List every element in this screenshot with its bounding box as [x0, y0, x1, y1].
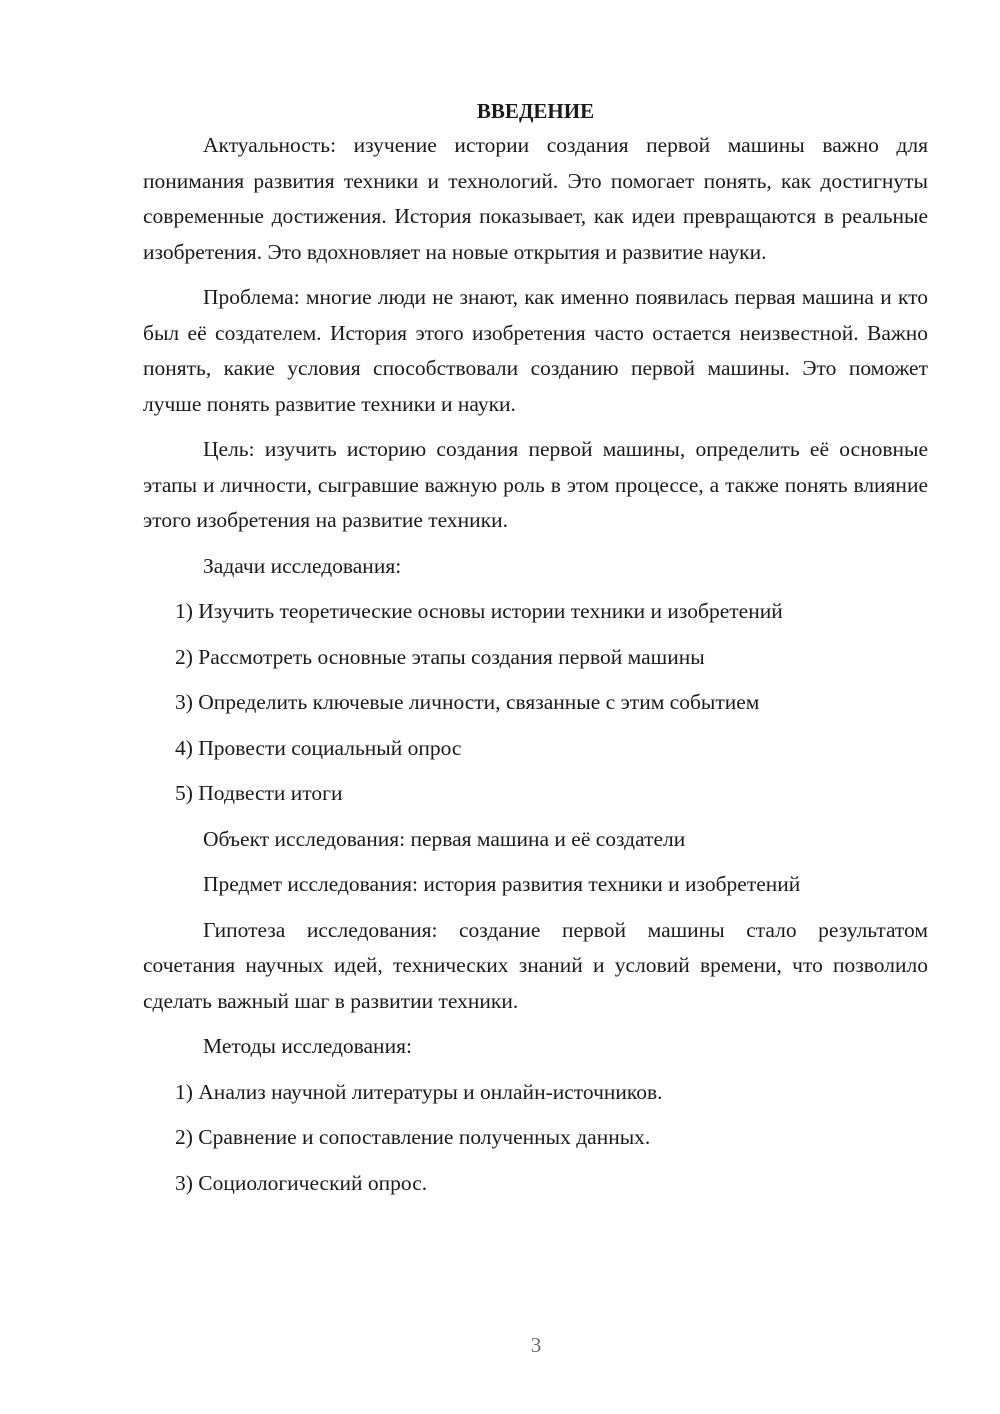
- task-item: 2) Рассмотреть основные этапы создания первой машины: [175, 644, 705, 669]
- relevance-paragraph: Актуальность: изучение истории создания первой машины важно для понимания развития техники и технологий. Это помогает понять, как достигнуты современные достижения. История показывает, как идеи превращаются в реальные изобретения. Это вдохновляет на новые открытия и развитие науки.: [143, 133, 928, 264]
- method-item: 3) Социологический опрос.: [175, 1170, 428, 1195]
- subject-line: Предмет исследования: история развития техники и изобретений: [203, 872, 801, 896]
- task-item: 5) Подвести итоги: [175, 781, 343, 805]
- object-line: Объект исследования: первая машина и её создатели: [203, 826, 686, 851]
- task-item: 1) Изучить теоретические основы истории техники и изобретений: [175, 599, 783, 623]
- page-number: 3: [530, 1333, 542, 1357]
- problem-paragraph: Проблема: многие люди не знают, как именно появилась первая машина и кто был её создателем. История этого изобретения часто остается неизвестной. Важно понять, какие условия способствовали созданию первой машины. Это поможет лучше понять развитие техники и науки.: [143, 285, 928, 416]
- goal-paragraph: Цель: изучить историю создания первой машины, определить её основные этапы и личности, сыгравшие важную роль в этом процессе, а также понять влияние этого изобретения на развитие техники.: [143, 437, 928, 532]
- document-page: [143, 96, 928, 1211]
- method-item: 1) Анализ научной литературы и онлайн-источников.: [175, 1079, 663, 1104]
- task-item: 4) Провести социальный опрос: [175, 735, 462, 760]
- hypothesis-paragraph: Гипотеза исследования: создание первой машины стало результатом сочетания научных идей, технических знаний и условий времени, что позволило сделать важный шаг в развитии техники.: [143, 917, 928, 1013]
- methods-title: Методы исследования:: [203, 1034, 412, 1058]
- tasks-title: Задачи исследования:: [203, 553, 402, 578]
- section-heading: ВВЕДЕНИЕ: [476, 99, 595, 123]
- task-item: 3) Определить ключевые личности, связанные с этим событием: [175, 690, 760, 714]
- method-item: 2) Сравнение и сопоставление полученных данных.: [175, 1125, 651, 1149]
